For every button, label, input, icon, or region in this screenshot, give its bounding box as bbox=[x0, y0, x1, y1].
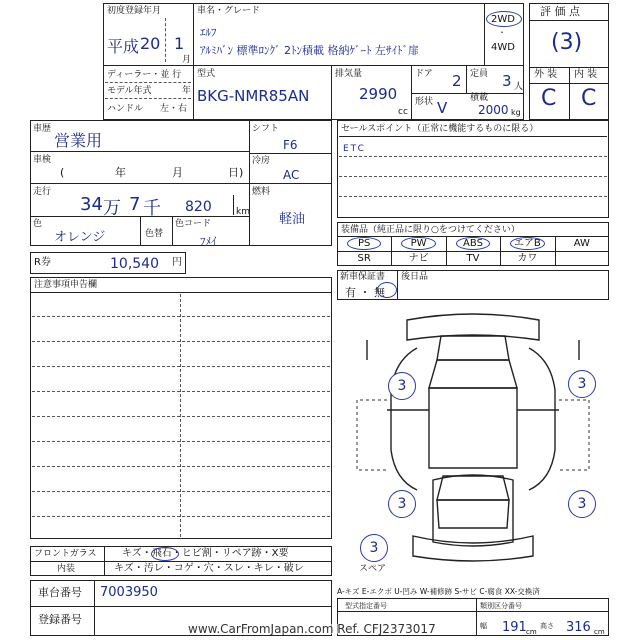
displacement: 2990 bbox=[359, 85, 398, 103]
equipment-label: 装備品（純正品に限り○をつけてください） bbox=[341, 225, 520, 235]
notes-line bbox=[32, 441, 330, 442]
equipment-circle bbox=[510, 237, 544, 250]
damage-mark-front-left: 3 bbox=[388, 372, 416, 400]
doors: 2 bbox=[452, 72, 462, 90]
after-label: 後日品 bbox=[401, 272, 429, 282]
shape: V bbox=[437, 99, 448, 117]
mileage-man: 34 bbox=[80, 194, 103, 215]
dealer-label: ディーラー・並 行 bbox=[107, 70, 182, 80]
windshield-chip-circle bbox=[151, 547, 179, 561]
model-year-label: モデル年式 bbox=[107, 86, 152, 96]
rear-window bbox=[437, 476, 509, 500]
watermark: www.CarFromJapan.com Ref. CFJ2373017 bbox=[188, 622, 436, 636]
warranty-label: 新車保証書 bbox=[340, 272, 386, 282]
shift: F6 bbox=[283, 138, 298, 152]
right-leader bbox=[559, 400, 589, 470]
category-label: 類別区分番号 bbox=[480, 602, 522, 610]
load: 2000 bbox=[478, 103, 509, 117]
first-reg-year: 20 bbox=[140, 34, 161, 53]
name-grade-label: 車名・グレード bbox=[197, 6, 261, 16]
equipment-item: AW bbox=[573, 238, 590, 249]
equipment-item: TV bbox=[466, 253, 480, 264]
doors-label: ドア bbox=[415, 69, 433, 79]
insp-month: 月 bbox=[172, 166, 183, 179]
handle-label: ハンドル bbox=[107, 104, 144, 114]
recycle: 10,540 bbox=[110, 256, 159, 272]
notes-line bbox=[32, 341, 330, 342]
equipment-item: カワ bbox=[517, 253, 538, 264]
windshield bbox=[429, 360, 517, 388]
drive-dot: ・ bbox=[498, 28, 506, 37]
warranty-none-circle bbox=[377, 282, 397, 298]
model-year-unit: 年 bbox=[182, 86, 192, 96]
era: 平成 bbox=[107, 37, 140, 56]
interior-items: キズ・汚レ・コゲ・穴・スレ・キレ・破レ bbox=[114, 563, 304, 574]
yen-unit: 円 bbox=[172, 257, 182, 268]
sales-text: ETC bbox=[343, 144, 366, 154]
color-code-label: 色コード bbox=[175, 219, 212, 229]
capacity-label: 定員 bbox=[470, 69, 489, 79]
damage-mark-front-right: 3 bbox=[568, 370, 596, 398]
type-code: BKG-NMR85AN bbox=[197, 87, 310, 105]
rear-bumper bbox=[413, 536, 533, 561]
interior-label: 内装 bbox=[57, 564, 76, 574]
equipment-item: PS bbox=[358, 238, 371, 249]
color-code: ﾌﾒｲ bbox=[200, 235, 217, 248]
sen: 千 bbox=[143, 198, 161, 219]
recycle-box bbox=[30, 252, 186, 274]
interior-label: 内 装 bbox=[574, 69, 598, 80]
shape-label: 形状 bbox=[415, 97, 434, 107]
height-label: 高さ bbox=[540, 622, 554, 630]
sales-point-box bbox=[337, 120, 609, 218]
recycle-label: R券 bbox=[34, 257, 51, 268]
mileage-label: 走行 bbox=[33, 187, 52, 197]
width: 191 bbox=[502, 620, 527, 635]
notes-line bbox=[32, 466, 330, 467]
equipment-item: SR bbox=[357, 253, 371, 264]
month-unit: 月 bbox=[182, 55, 192, 65]
reg-label: 登録番号 bbox=[38, 613, 82, 626]
color: オレンジ bbox=[54, 230, 106, 245]
notes-line bbox=[32, 316, 330, 317]
notes-line bbox=[32, 516, 330, 517]
spare-label: スペア bbox=[359, 564, 387, 574]
equipment-item: エアB bbox=[513, 238, 541, 249]
right-side bbox=[529, 348, 555, 490]
history-label: 車歴 bbox=[33, 124, 52, 134]
fuel: 軽油 bbox=[279, 212, 306, 227]
hood bbox=[437, 336, 509, 360]
rear-deck bbox=[437, 500, 509, 528]
ac: AC bbox=[283, 168, 300, 182]
color-change-label: 色替 bbox=[145, 229, 164, 239]
windshield-label: フロントガラス bbox=[34, 549, 97, 559]
notes-line bbox=[32, 491, 330, 492]
inspection-label: 車検 bbox=[33, 155, 52, 165]
capacity: 3 bbox=[502, 72, 512, 90]
exterior-grade: C bbox=[541, 86, 557, 111]
damage-mark-spare: 3 bbox=[360, 534, 388, 562]
type-label: 型式 bbox=[197, 69, 216, 79]
exterior-label: 外 装 bbox=[534, 69, 558, 80]
interior-grade: C bbox=[581, 86, 597, 111]
chassis-label: 車台番号 bbox=[38, 586, 82, 599]
equipment-item: PW bbox=[410, 238, 427, 249]
handle-lr: 左・右 bbox=[160, 104, 188, 114]
equipment-circle bbox=[401, 237, 435, 250]
km-unit: km bbox=[236, 207, 250, 217]
score-label: 評 価 点 bbox=[540, 5, 580, 18]
width-label: 幅 bbox=[480, 622, 487, 630]
cab-roof bbox=[429, 388, 517, 468]
drive-2wd: 2WD bbox=[491, 14, 515, 25]
windshield-items: キズ・飛石・ヒビ割・リペア跡・X要 bbox=[122, 548, 289, 559]
load-unit: kg bbox=[511, 108, 521, 117]
color-label: 色 bbox=[33, 219, 43, 229]
equipment-divider bbox=[555, 236, 556, 266]
mileage-sen: 7 bbox=[129, 194, 141, 215]
insp-year: 年 bbox=[115, 166, 126, 179]
score: (3) bbox=[551, 30, 583, 55]
mirrors bbox=[367, 340, 579, 360]
load-label: 積載 bbox=[470, 93, 489, 103]
damage-mark-rear-right: 3 bbox=[568, 490, 596, 518]
type-designation-label: 型式指定番号 bbox=[345, 602, 387, 610]
model-name: ｴﾙﾌ bbox=[200, 26, 217, 39]
height-unit: cm bbox=[594, 628, 605, 636]
header-box bbox=[103, 3, 524, 120]
sales-point-label: セールスポイント（正常に機能するものに限る） bbox=[341, 124, 539, 134]
history: 営業用 bbox=[54, 131, 103, 150]
warranty-value: 有 ・ 無 bbox=[345, 286, 385, 299]
notes-line bbox=[32, 416, 330, 417]
first-reg-month: 1 bbox=[174, 34, 185, 53]
left-leader bbox=[357, 400, 387, 470]
equipment-item: ABS bbox=[463, 238, 483, 249]
fuel-label: 燃料 bbox=[252, 187, 271, 197]
equipment-circle bbox=[456, 237, 490, 250]
drive-4wd: 4WD bbox=[491, 42, 515, 53]
insp-paren: ( bbox=[60, 166, 65, 179]
left-side bbox=[391, 348, 417, 490]
equipment-item: ナビ bbox=[408, 253, 429, 264]
man: 万 bbox=[103, 198, 121, 219]
grade: ｱﾙﾐﾊﾞﾝ 標準ﾛﾝｸﾞ 2ﾄﾝ積載 格納ｹﾞｰﾄ 左ｻｲﾄﾞ扉 bbox=[200, 44, 419, 57]
mileage-rest: 820 bbox=[185, 199, 212, 215]
notes-line bbox=[32, 391, 330, 392]
notes-label: 注意事項申告欄 bbox=[34, 280, 98, 290]
chassis: 7003950 bbox=[100, 585, 158, 600]
width-unit: cm bbox=[526, 628, 537, 636]
capacity-unit: 人 bbox=[514, 82, 524, 92]
insp-day: 日) bbox=[228, 166, 244, 179]
cc-unit: cc bbox=[398, 107, 408, 117]
notes-line bbox=[32, 366, 330, 367]
ac-label: 冷房 bbox=[252, 156, 271, 166]
shift-label: シフト bbox=[252, 124, 280, 134]
damage-mark-rear-left: 3 bbox=[388, 490, 416, 518]
first-reg-label: 初度登録年月 bbox=[107, 6, 162, 16]
displacement-label: 排気量 bbox=[335, 69, 363, 79]
rear-panel bbox=[433, 475, 513, 546]
height: 316 bbox=[566, 620, 591, 635]
legend: A-キズ E-エクボ U-凹み W-補修跡 S-サビ C-腐食 XX-交換済 bbox=[337, 587, 540, 596]
